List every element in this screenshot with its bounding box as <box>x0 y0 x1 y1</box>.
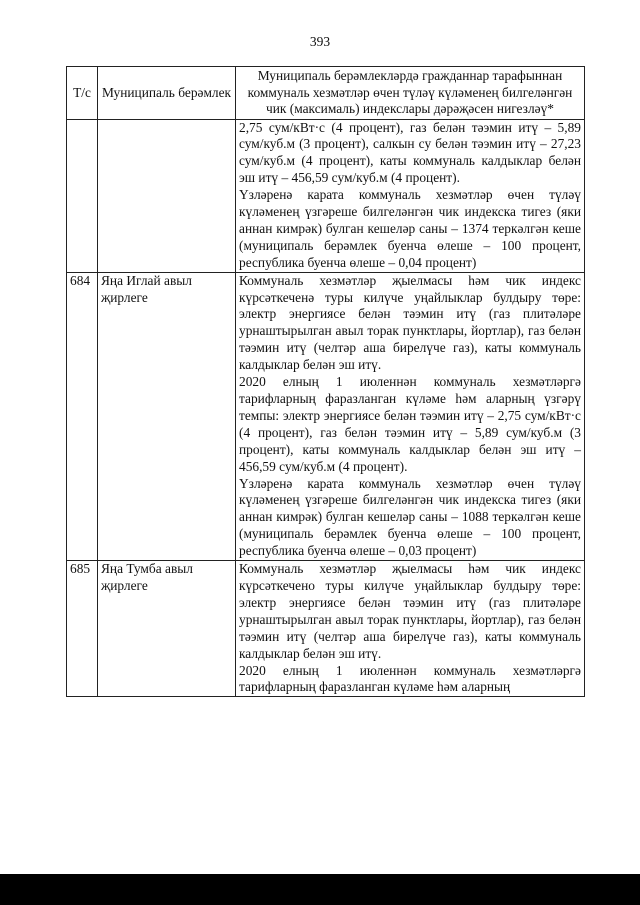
row-description <box>236 119 585 272</box>
description-paragraph: 2020 елның 1 июленнән коммуналь хезмәтләргә тарифларның фаразланган күләме һәм аларның <box>239 662 581 695</box>
page-number: 393 <box>309 34 331 49</box>
tariff-index-table <box>66 66 585 697</box>
row-number: 685 <box>67 561 98 697</box>
scan-bottom-edge <box>0 874 640 905</box>
table-row <box>67 119 585 272</box>
header-number: Т/с <box>67 67 98 120</box>
row-description <box>236 561 585 697</box>
description-paragraph: Коммуналь хезмәтләр җыелмасы һәм чик индекс күрсәткеченә туры килүче уңайлыклар булдыру төре: электр энергиясе белән тәэмин итү (газ плитәләре урнаштырылган авыл торак пунктлары, йортлар), газ белән тәэмин итү (челтәр аша бирелүче газ), каты коммуналь калдыклар белән эш итү. <box>239 272 581 373</box>
row-number: 684 <box>67 272 98 560</box>
description-paragraph: Үзләренә карата коммуналь хезмәтләр өчен түләү күләменең үзгәреше билгеләнгән чик индекска тигез (яки аннан кимрәк) булган кешеләр саны – 1088 теркәлгән кеше (муниципаль берәмлек буенча өлеше – 100 процент, республика буенча өлеше – 0,03 процент) <box>239 475 581 559</box>
description-paragraph: Коммуналь хезмәтләр җыелмасы һәм чик индекс күрсәткечено туры килүче уңайлыклар булдыру төре: электр энергиясе белән тәэмин итү (газ плитәләре урнаштырылган авыл торак пунктлары, йортлар), газ белән тәэмин итү (челтәр аша бирелүче газ), каты коммуналь калдыклар белән эш итү. <box>239 561 581 661</box>
description-paragraph: 2,75 сум/кВт·с (4 процент), газ белән тәэмин итү – 5,89 сум/куб.м (3 процент), салкын су белән тәэмин итү – 27,23 сум/куб.м (4 процент), каты коммуналь калдыклар белән эш итү – 456,59 сум/куб.м (4 процент). <box>239 119 581 186</box>
row-municipality <box>98 119 236 272</box>
row-municipality: Яңа Тумба авыл җирлеге <box>98 561 236 697</box>
table-row <box>67 561 585 697</box>
description-paragraph: Үзләренә карата коммуналь хезмәтләр өчен түләү күләменең үзгәреше билгеләнгән чик индекска тигез (яки аннан кимрәк) булган кешеләр саны – 1374 теркәлгән кеше (муниципаль берәмлек буенча өлеше – 100 процент, республика буенча өлеше – 0,04 процент) <box>239 187 581 270</box>
row-description <box>236 272 585 560</box>
header-municipality: Муниципаль берәмлек <box>98 67 236 120</box>
row-municipality: Яңа Иглай авыл җирлеге <box>98 272 236 560</box>
table-row <box>67 272 585 560</box>
header-index: Муниципаль берәмлекләрдә гражданнар тарафыннан коммуналь хезмәтләр өчен түләү күләменең билгеләнгән чик (максималь) индекслары дәрәҗәсен нигезләү* <box>236 67 585 120</box>
description-paragraph: 2020 елның 1 июленнән коммуналь хезмәтләргә тарифларның фаразланган күләме һәм аларның үзгәрү темпы: электр энергиясе белән тәэмин итү – 2,75 сум/кВт·с (4 процент), газ белән тәэмин итү – 5,89 сум/куб.м (3 процент), каты коммуналь калдыклар белән эш итү – 456,59 сум/куб.м (4 процент). <box>239 374 581 474</box>
table-header-row <box>67 67 585 120</box>
row-number <box>67 119 98 272</box>
